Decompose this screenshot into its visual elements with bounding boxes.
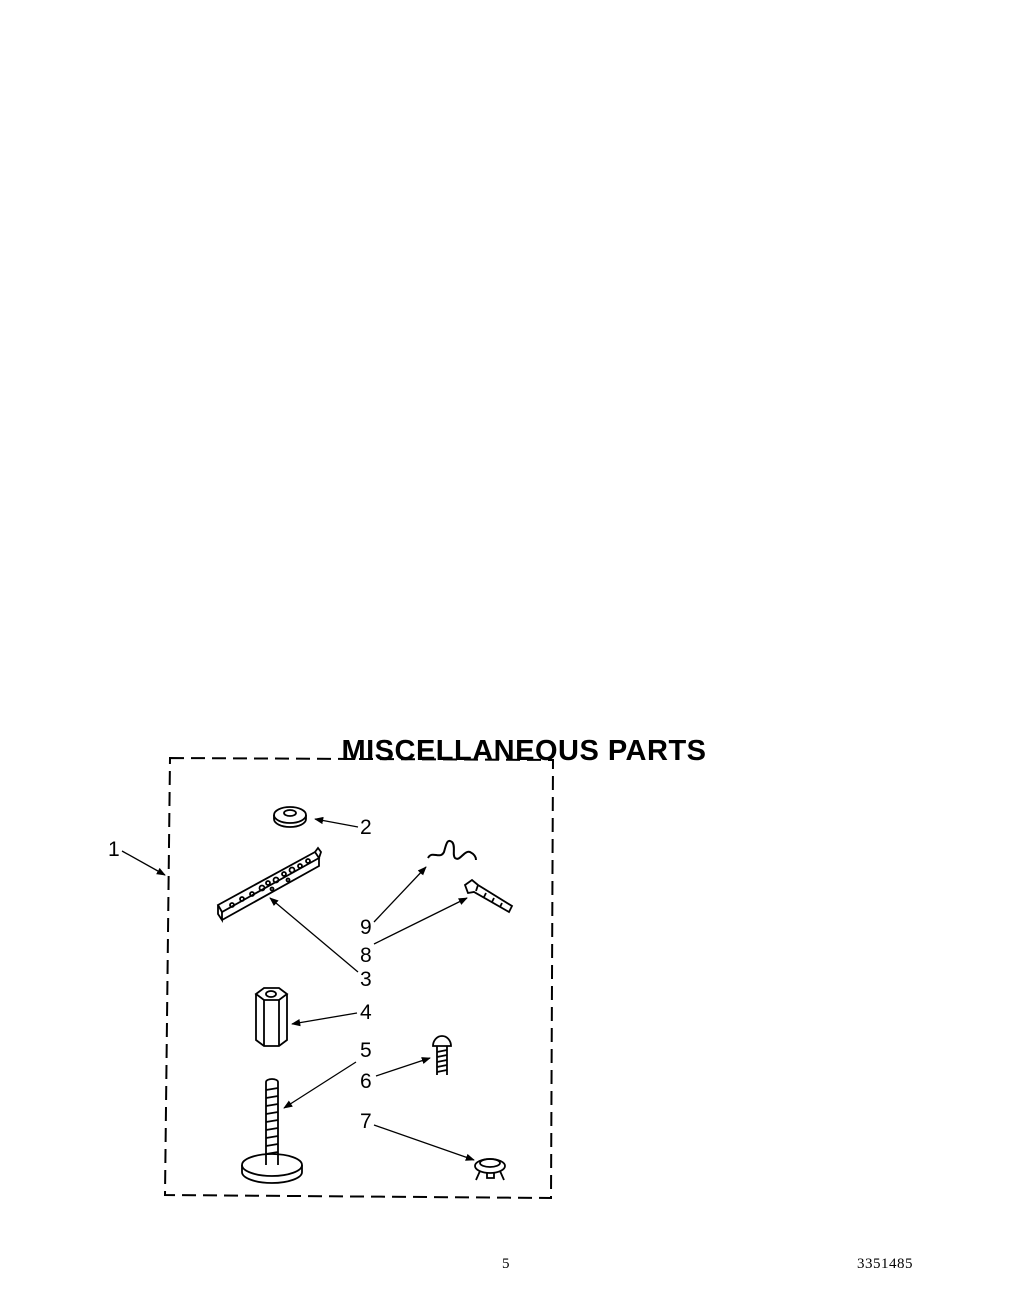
page-title: MISCELLANEOUS PARTS xyxy=(341,735,707,767)
leader-7 xyxy=(374,1125,474,1160)
callout-2: 2 xyxy=(360,816,372,839)
page-number: 5 xyxy=(502,1256,510,1272)
callout-7: 7 xyxy=(360,1110,372,1133)
leader-2 xyxy=(315,819,358,827)
callout-5: 5 xyxy=(360,1039,372,1062)
hex-nut-part-4 xyxy=(256,988,287,1046)
key-pin-part-8 xyxy=(465,880,512,912)
callout-3: 3 xyxy=(360,968,372,991)
clip-ring-part-7 xyxy=(475,1159,505,1180)
callout-6: 6 xyxy=(360,1070,372,1093)
leader-5 xyxy=(284,1062,356,1108)
callout-4: 4 xyxy=(360,1001,372,1024)
bracket-part-3 xyxy=(218,848,321,920)
leader-1 xyxy=(122,851,165,875)
leveling-leg-part-5 xyxy=(242,1079,302,1183)
washer-part-2 xyxy=(274,807,306,827)
screw-part-6 xyxy=(433,1036,451,1075)
document-number: 3351485 xyxy=(857,1256,913,1272)
wire-spring-part-9 xyxy=(428,841,476,860)
kit-boundary xyxy=(165,758,553,1198)
callout-1: 1 xyxy=(108,838,120,861)
leader-8 xyxy=(374,898,467,944)
leader-6 xyxy=(376,1058,430,1076)
callout-8: 8 xyxy=(360,944,372,967)
leader-9 xyxy=(374,867,426,922)
leader-4 xyxy=(292,1013,357,1024)
callout-9: 9 xyxy=(360,916,372,939)
leader-3 xyxy=(270,898,358,972)
